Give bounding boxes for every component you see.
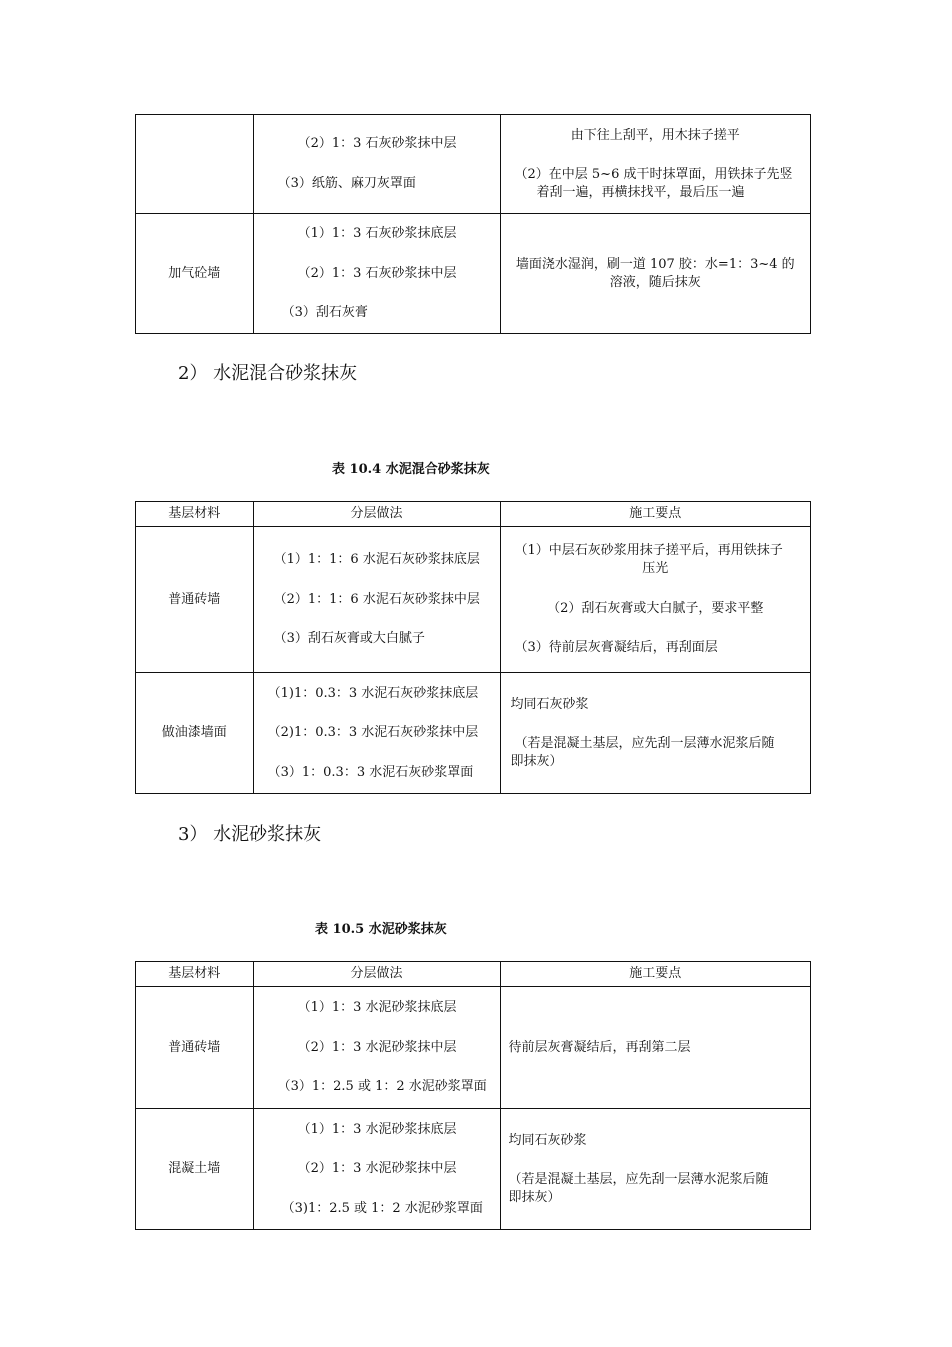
- layer-line: （2)1：0.3：3 水泥石灰砂浆抹中层: [267, 725, 479, 741]
- plaster-table-cement-mortar: [135, 961, 811, 1230]
- point-line: （1）中层石灰砂浆用抹子搓平后，再用铁抹子: [514, 543, 783, 559]
- plaster-table-lime-continued: [135, 114, 811, 334]
- point-line: （若是混凝土基层，应先刮一层薄水泥浆后随: [508, 1172, 769, 1188]
- table-header-row: [136, 502, 811, 527]
- points-cell: [500, 1109, 811, 1230]
- column-header: 基层材料: [136, 962, 254, 987]
- layer-line: （2）1：3 石灰砂浆抹中层: [297, 265, 457, 281]
- table-row: [136, 673, 811, 794]
- layer-line: （3)1：2.5 或 1：2 水泥砂浆罩面: [281, 1200, 483, 1216]
- points-cell: [500, 987, 811, 1109]
- section-heading-cement-mortar: 3） 水泥砂浆抹灰: [178, 824, 322, 845]
- point-line: 即抹灰）: [510, 753, 563, 769]
- layers-cell: [253, 673, 500, 794]
- point-line: 待前层灰膏凝结后，再刮第二层: [508, 1039, 691, 1055]
- layer-line: （3）1：2.5 或 1：2 水泥砂浆罩面: [277, 1079, 487, 1095]
- material-cell: [136, 115, 254, 214]
- point-line: （若是混凝土基层，应先刮一层薄水泥浆后随: [514, 736, 775, 752]
- layer-line: （1）1：1：6 水泥石灰砂浆抹底层: [273, 552, 480, 568]
- layer-line: （2）1：3 水泥砂浆抹中层: [297, 1161, 457, 1177]
- point-line: （2）刮石灰膏或大白腻子，要求平整: [547, 600, 764, 616]
- layer-line: （1）1：3 石灰砂浆抹底层: [297, 226, 457, 242]
- point-line: 均同石灰砂浆: [510, 696, 589, 712]
- layer-line: （1）1：3 水泥砂浆抹底层: [297, 1121, 457, 1137]
- column-header: 基层材料: [136, 502, 254, 527]
- layers-cell: [253, 527, 500, 673]
- point-line: 由下往上刮平，用木抹子搓平: [570, 127, 740, 143]
- point-line: 着刮一遍，再横抹找平，最后压一遍: [536, 184, 745, 200]
- layers-cell: [253, 1109, 500, 1230]
- point-line: 压光: [642, 560, 669, 576]
- point-line: 墙面浇水湿润，刷一道 107 胶：水=1：3~4 的: [515, 256, 795, 272]
- table-row: [136, 1109, 811, 1230]
- column-header: 分层做法: [253, 962, 500, 987]
- points-cell: [500, 527, 811, 673]
- point-line: 溶液，随后抹灰: [609, 274, 701, 290]
- layer-line: （3）刮石灰膏: [281, 305, 368, 321]
- layer-line: （3）1：0.3：3 水泥石灰砂浆罩面: [267, 764, 474, 780]
- section-heading-mixed-mortar: 2） 水泥混合砂浆抹灰: [178, 363, 358, 384]
- points-cell: [500, 673, 811, 794]
- material-cell: 做油漆墙面: [136, 673, 254, 794]
- table-row: [136, 527, 811, 673]
- point-line: 即抹灰）: [508, 1189, 561, 1205]
- material-cell: 普通砖墙: [136, 527, 254, 673]
- table-row: [136, 214, 811, 334]
- plaster-table-mixed-mortar: [135, 501, 811, 794]
- layers-cell: [253, 987, 500, 1109]
- material-cell: 普通砖墙: [136, 987, 254, 1109]
- table-caption-10-4: 表 10.4 水泥混合砂浆抹灰: [332, 462, 490, 477]
- column-header: 施工要点: [500, 962, 811, 987]
- point-line: （3）待前层灰膏凝结后，再刮面层: [514, 640, 718, 656]
- point-line: 均同石灰砂浆: [508, 1132, 587, 1148]
- material-cell: 加气砼墙: [136, 214, 254, 334]
- table-header-row: [136, 962, 811, 987]
- layer-line: （3）刮石灰膏或大白腻子: [273, 631, 425, 647]
- point-line: （2）在中层 5~6 成干时抹罩面，用铁抹子先竖: [514, 167, 793, 183]
- points-cell: [500, 214, 811, 334]
- layer-line: （1)1：0.3：3 水泥石灰砂浆抹底层: [267, 685, 479, 701]
- table-row: [136, 987, 811, 1109]
- layer-line: （3）纸筋、麻刀灰罩面: [277, 176, 416, 191]
- layer-line: （2）1：3 石灰砂浆抹中层: [297, 136, 457, 152]
- layers-cell: [253, 115, 500, 214]
- layer-line: （2）1：1：6 水泥石灰砂浆抹中层: [273, 591, 480, 607]
- layers-cell: [253, 214, 500, 334]
- column-header: 分层做法: [253, 502, 500, 527]
- layer-line: （1）1：3 水泥砂浆抹底层: [297, 1000, 457, 1016]
- table-caption-10-5: 表 10.5 水泥砂浆抹灰: [315, 922, 447, 937]
- points-cell: [500, 115, 811, 214]
- layer-line: （2）1：3 水泥砂浆抹中层: [297, 1039, 457, 1055]
- material-cell: 混凝土墙: [136, 1109, 254, 1230]
- table-row: [136, 115, 811, 214]
- column-header: 施工要点: [500, 502, 811, 527]
